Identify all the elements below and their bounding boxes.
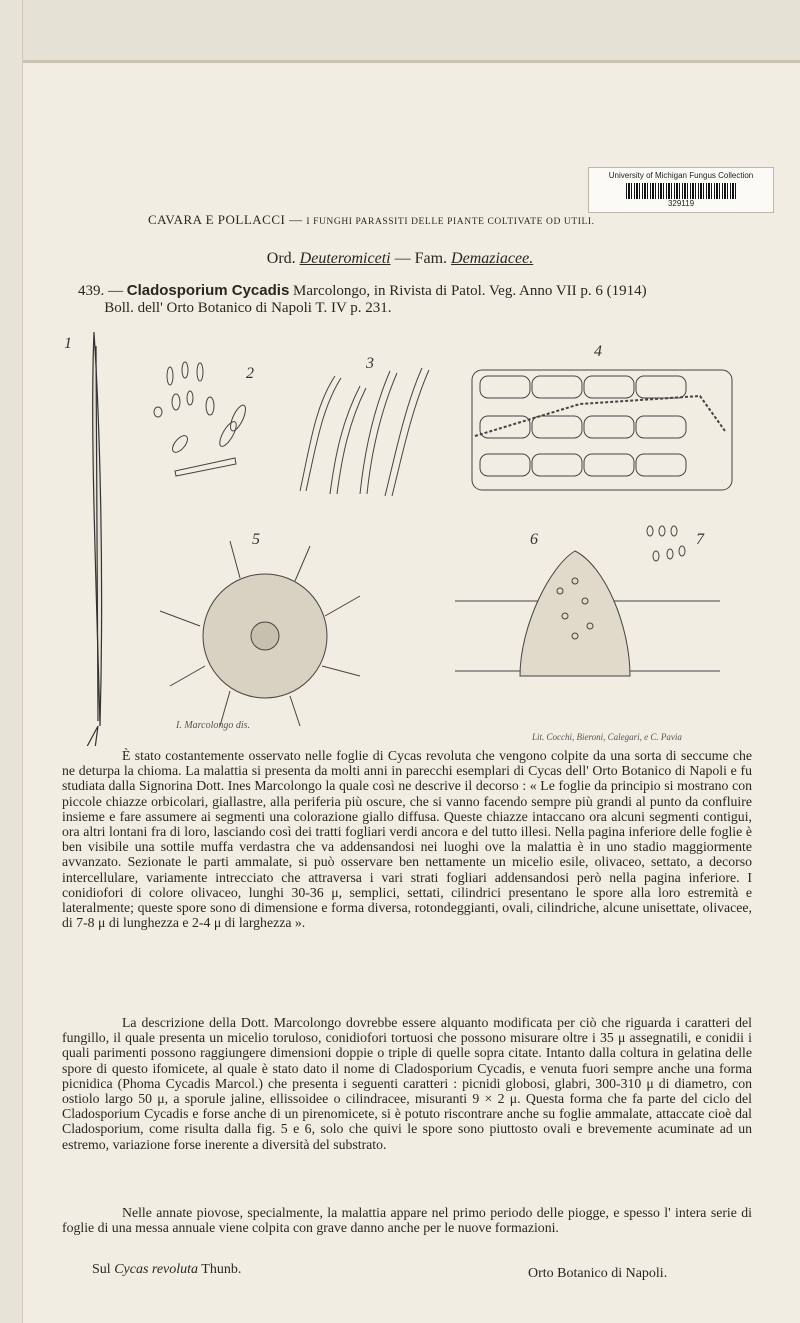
- leaf-cells-figure-4: [472, 370, 732, 490]
- order-label: Ord.: [266, 250, 296, 267]
- fig-label-7: 7: [696, 531, 704, 548]
- section-figure-6: [455, 551, 720, 676]
- illustration-plate: [60, 326, 760, 746]
- institution: Orto Botanico di Napoli.: [528, 1266, 668, 1281]
- order-name: Deuteromiceti: [299, 250, 391, 267]
- collection-label: [588, 167, 774, 213]
- separator: —: [394, 250, 411, 267]
- folder-spine: [0, 0, 23, 1323]
- citation-2: Boll. dell' Orto Botanico di Napoli T. IV p. 231.: [104, 300, 392, 316]
- paragraph-2: La descrizione della Dott. Marcolongo dovrebbe essere alquanto modificata per ciò che riguarda i caratteri del fungillo, il quale presenta un micelio toruloso, conidiofori tortuosi che possono misurare oltre i 35 μ assegnatili, e conidii i quali parimenti possono raggiungere dimensioni doppie o triple di quelle sopra citate. Intanto dalla coltura in gelatina delle spore di questo ifomicete, al quale è stato dato il nome di Cladosporium Cycadis, e venuta fuori sempre anche una forma picnidica (Phoma Cycadis Marcol.) che presenta i seguenti caratteri : picnidi globosi, glabri, 300-310 μ di diametro, con ostiolo largo 50 μ, a sporule jaline, ellissoidee o cilindracee, misuranti 9 × 2 μ. Questa forma che fa parte del ciclo del Cladosporium Cycadis e forse anche di un pirenomicete, si è potuto riscontrare anche su foglie ammalate, attaccate cioè dal Cladosporium, come risulta dalla fig. 5 e 6, solo che quivi le spore sono piuttosto ovali e brevemente acuminate ad un estremo, variazione forse inerente a diversità del substrato.: [62, 1015, 752, 1152]
- collection-name: University of Michigan Fungus Collection: [608, 171, 754, 180]
- leaf-figure-1: [82, 332, 102, 746]
- spores-figure-7: [647, 526, 685, 561]
- running-head: [148, 212, 595, 228]
- paragraph-3: Nelle annate piovose, specialmente, la malattia appare nel primo periodo delle piogge, e spesso l' intera serie di foglie di una messa annuale viene colpita con grave danno anche per le nuove formazioni.: [62, 1205, 752, 1236]
- pycnidium-figure-5: [160, 541, 360, 726]
- fig-label-1: 1: [64, 335, 72, 352]
- fig-label-2: 2: [246, 365, 254, 382]
- fig-label-3: 3: [366, 355, 374, 372]
- conidiophores-figure-3: [300, 368, 429, 496]
- entry-number: 439. —: [78, 283, 123, 299]
- lithographer-credit: Lit. Cocchi, Bieroni, Calegari, e C. Pavia: [532, 732, 682, 742]
- folder-edge: [0, 60, 800, 63]
- spores-figure-2: [154, 362, 248, 476]
- fig-label-4: 4: [594, 343, 602, 360]
- host-note: Sul Cycas revoluta Thunb.: [92, 1262, 242, 1277]
- species-name: Cladosporium Cycadis: [126, 282, 290, 299]
- family-label: Fam.: [414, 250, 448, 267]
- accession-number: 329119: [667, 199, 695, 208]
- fig-label-6: 6: [530, 531, 538, 548]
- species-entry: [78, 282, 647, 317]
- artist-credit: I. Marcolongo dis.: [176, 720, 251, 731]
- family-name: Demaziacee.: [451, 250, 534, 267]
- taxonomy-line: [0, 250, 800, 268]
- barcode-icon: [626, 183, 736, 199]
- paragraph-1: È stato costantemente osservato nelle foglie di Cycas revoluta che vengono colpite da una sorta di seccume che ne deturpa la chioma. La malattia si presenta da molti anni in parecchi esemplari di Cycas dell' Orto Botanico di Napoli e fu studiata dalla Signorina Dott. Ines Marcolongo la quale così ne descrive il decorso : « Le foglie da principio si mostrano con piccole chiazze orbicolari, giallastre, alla periferia più oscure, che si vanno facendo sempre più grandi al punto da confluire insieme e fare assumere ai segmenti una colorazione giallo diffusa. Queste chiazze intaccano ora alcuni segmenti contigui, ora altri lontani fra di loro, lasciando così dei tratti fogliari verdi ancora e del tutto illesi. Nella pagina inferiore delle foglie è ben visibile una sottile muffa verdastra che va addensandosi nei luoghi ove la malattia è in uno stadio maggiormente avvanzato. Sezionate le parti ammalate, si può osservare ben nettamente un micelio esile, olivaceo, settato, a decorso intercellulare, variamente intrecciato che attraversa i vari strati fogliari addensandosi però nella pagina inferiore. I conidiofori di colore olivaceo, lunghi 30-36 μ, semplici, settati, cilindrici presentano le spore alla loro estremità e lateralmente; queste spore sono di dimensione e forma diversa, rotondeggianti, ovali, cilindriche, alcune unisettate, olivacee, di 7-8 μ di lunghezza e 2-4 μ di larghezza ».: [62, 748, 752, 931]
- fig-label-5: 5: [252, 531, 260, 548]
- folder-flap: [0, 0, 800, 60]
- authors: CAVARA E POLLACCI —: [148, 212, 303, 227]
- citation-1: Marcolongo, in Rivista di Patol. Veg. Anno VII p. 6 (1914): [293, 283, 647, 299]
- series-title: I FUNGHI PARASSITI DELLE PIANTE COLTIVATE OD UTILI.: [306, 217, 595, 227]
